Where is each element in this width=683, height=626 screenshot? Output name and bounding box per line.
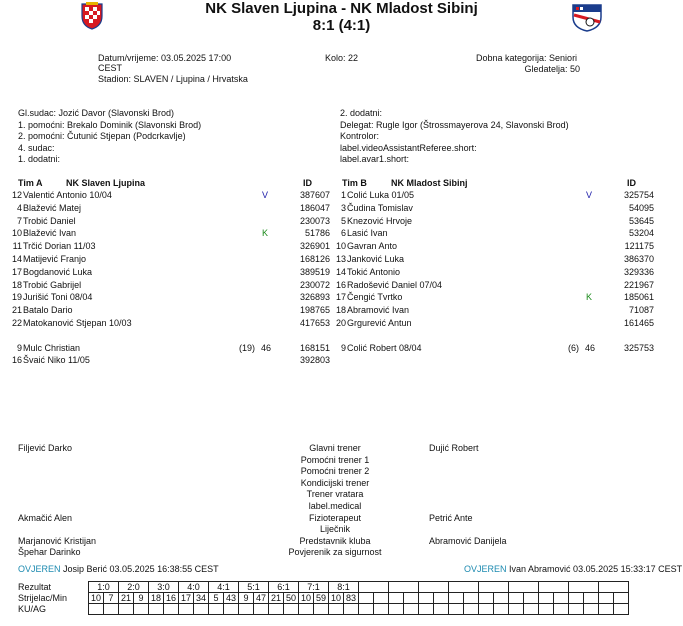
result-cell [509,582,539,593]
team-b-id-header: ID [627,178,636,188]
staff-home: Špehar Darinko [18,547,81,558]
scorer-number-cell [599,593,614,604]
player-id: 221967 [623,279,654,290]
player-name: Tokić Antonio [347,266,401,277]
scorer-number-cell: 10 [299,593,314,604]
scorer-minute-cell [404,593,419,604]
scorer-minute-cell: 9 [134,593,149,604]
player-id: 325754 [623,190,654,200]
scorer-minute-cell [374,593,389,604]
player-number: 21 [11,305,22,316]
card-cell [359,604,374,615]
staff-away: Petrić Ante [429,512,473,523]
player-number: 19 [11,292,22,303]
card-cell [404,604,419,615]
player-number: 1 [340,190,346,200]
card-cell [254,604,269,615]
result-cell [479,582,509,593]
player-number: 17 [335,292,346,303]
player-number: 10 [11,228,22,239]
player-number: 20 [335,318,346,328]
official-right: label.avar1.short: [340,154,410,164]
staff-role: Fizioterapeut [308,512,362,523]
result-cell [569,582,599,593]
scorer-minute-cell: 59 [314,593,329,604]
official-right: Delegat: Rugle Igor (Štrossmayerova 24, Slavonski Brod) [340,119,569,130]
player-number: 11 [12,241,22,252]
sub-number: 16 [11,355,22,365]
sub-id: 392803 [299,355,330,365]
card-cell [179,604,194,615]
player-number: 3 [340,202,346,213]
card-cell [614,604,629,615]
player-name: Matokanović Stjepan 10/03 [23,318,132,328]
staff-home: Filjević Darko [18,443,73,453]
player-name: Jurišić Toni 08/04 [23,292,93,303]
team-a-label: Tim A [18,178,43,188]
player-name: Bogdanović Luka [23,266,93,277]
staff-role: Liječnik [319,524,350,535]
scorer-minute-cell: 34 [194,593,209,604]
player-name: Abramović Ivan [347,305,410,316]
staff-away: Dujić Robert [429,443,479,453]
scorer-number-cell: 10 [329,593,344,604]
team-b-name: NK Mladost Sibinj [391,178,468,188]
official-left: Gl.sudac: Jozić Davor (Slavonski Brod) [18,108,175,118]
player-id: 161465 [623,318,654,328]
player-number: 17 [11,266,22,277]
team-a-name: NK Slaven Ljupina [66,178,146,188]
player-name: Blažević Matej [23,202,82,213]
player-number: 4 [16,202,22,213]
player-number: 14 [11,254,22,264]
player-number: 14 [335,266,346,277]
staff-role: Pomoćni trener 2 [300,466,370,477]
player-number: 12 [11,190,22,200]
card-cell [104,604,119,615]
staff-role: Glavni trener [309,443,361,453]
scorer-minute-cell: 43 [224,593,239,604]
card-cell [419,604,434,615]
scorer-number-cell [389,593,404,604]
result-cell: 6:1 [269,582,299,593]
staff-role: Predstavnik kluba [299,535,371,546]
staff-role: Povjerenik za sigurnost [288,547,382,558]
player-id: 71087 [628,305,654,316]
result-cell [599,582,629,593]
scorer-number-cell: 10 [89,593,104,604]
card-cell [149,604,164,615]
match-round: Kolo: 22 [325,53,359,63]
scorer-number-cell [539,593,554,604]
player-number: 18 [11,279,22,290]
staff-role: label.medical [308,501,362,511]
card-cell [164,604,179,615]
card-cell [434,604,449,615]
scorer-number-cell: 5 [209,593,224,604]
result-cell: 4:1 [209,582,239,593]
scorer-minute-cell: 83 [344,593,359,604]
player-number: 18 [335,305,346,316]
player-name: Colić Luka 01/05 [347,190,415,200]
staff-role: Trener vratara [306,489,364,500]
player-id: 230072 [299,279,330,290]
card-cell [299,604,314,615]
card-cell [374,604,389,615]
player-number: 10 [335,241,346,252]
scorer-number-cell: 21 [269,593,284,604]
verification-left-label: OVJEREN [18,564,61,574]
scorer-minute-cell: 7 [104,593,119,604]
player-name: Lasić Ivan [347,228,388,239]
player-name: Čudina Tomislav [347,202,413,213]
card-cell [539,604,554,615]
card-cell [599,604,614,615]
player-name: Blažević Ivan [23,228,77,239]
verification-left-text: Josip Berić 03.05.2025 16:38:55 CEST [63,564,219,574]
result-cell: 2:0 [119,582,149,593]
player-name: Matijević Franjo [23,254,87,264]
card-cell [209,604,224,615]
player-name: Gavran Anto [347,241,398,252]
goalkeeper-mark: V [262,190,269,200]
official-left: 4. sudac: [18,142,55,153]
match-stadium: Stadion: SLAVEN / Ljupina / Hrvatska [98,74,248,84]
card-cell [494,604,509,615]
player-name: Čengić Tvrtko [347,292,403,303]
player-id: 386370 [623,254,654,264]
scorer-minute-cell: 16 [164,593,179,604]
player-id: 186047 [299,202,330,213]
scorer-minute-cell: 47 [254,593,269,604]
sub-id: 168151 [299,343,330,353]
player-number: 7 [16,215,22,226]
player-id: 389519 [299,266,330,277]
card-cell [329,604,344,615]
scorer-minute-cell [464,593,479,604]
scorer-number-cell [569,593,584,604]
result-cell [389,582,419,593]
row-label-scorer: Strijelac/Min [18,593,68,603]
player-number: 13 [335,254,346,264]
scorer-number-cell [509,593,524,604]
player-id: 121175 [624,241,654,252]
player-number: 16 [335,279,346,290]
card-cell [569,604,584,615]
staff-role: Pomoćni trener 1 [300,454,370,465]
result-cell: 4:0 [179,582,209,593]
official-left: 1. dodatni: [18,154,61,164]
sub-minute: 46 [260,343,271,353]
sub-number: 9 [16,343,22,353]
card-cell [119,604,134,615]
scorer-minute-cell [434,593,449,604]
verification-left [18,564,219,574]
card-cell [239,604,254,615]
verification-right-label: OVJEREN [464,564,507,574]
player-id: 53204 [628,228,654,239]
score-grid [88,581,629,615]
card-cell [389,604,404,615]
card-cell [479,604,494,615]
match-title: NK Slaven Ljupina - NK Mladost Sibinj [205,0,478,17]
scorer-minute-cell [614,593,629,604]
player-number: 5 [340,215,346,226]
result-cell: 5:1 [239,582,269,593]
result-cell: 8:1 [329,582,359,593]
official-left: 2. pomoćni: Čutunić Stjepan (Podcrkavlje) [18,131,186,141]
player-name: Knezović Hrvoje [347,215,413,226]
scorer-minute-cell [584,593,599,604]
player-id: 387607 [299,190,330,200]
official-left: 1. pomoćni: Brekalo Dominik (Slavonski Brod) [18,119,202,130]
captain-mark: K [586,292,593,303]
card-cell [524,604,539,615]
player-id: 326893 [299,292,330,303]
sub-minute: 46 [584,343,595,353]
card-cell [584,604,599,615]
scorer-number-cell: 17 [179,593,194,604]
match-score: 8:1 (4:1) [312,17,371,34]
sub-name: Colić Robert 08/04 [347,343,422,353]
scorer-number-cell [419,593,434,604]
player-name: Valentić Antonio 10/04 [23,190,112,200]
team-a-id-header: ID [303,178,312,188]
card-cell [134,604,149,615]
staff-home: Marjanović Kristijan [18,535,97,546]
staff-away: Abramović Danijela [429,535,507,546]
row-label-result: Rezultat [18,582,52,592]
result-cell: 3:0 [149,582,179,593]
sub-number: 9 [340,343,346,353]
card-cell [224,604,239,615]
card-cell [284,604,299,615]
card-cell [314,604,329,615]
player-id: 326901 [299,241,330,252]
result-cell [359,582,389,593]
player-name: Batalo Dario [23,305,73,316]
goalkeeper-mark: V [586,190,593,200]
scorer-number-cell: 18 [149,593,164,604]
team-b-label: Tim B [342,178,367,188]
player-id: 198765 [299,305,330,316]
verification-right-text: Ivan Abramović 03.05.2025 15:33:17 CEST [509,564,683,574]
player-id: 51786 [304,228,330,239]
player-id: 417653 [299,318,330,328]
result-cell [419,582,449,593]
player-id: 185061 [623,292,654,303]
scorer-number-cell [359,593,374,604]
player-id: 53645 [628,215,654,226]
player-name: Janković Luka [347,254,405,264]
player-name: Grgurević Antun [347,318,412,328]
spectators: Gledatelja: 50 [524,64,580,74]
result-cell: 7:1 [299,582,329,593]
scorer-minute-cell [524,593,539,604]
player-id: 54095 [628,202,654,213]
scorer-minute-cell [554,593,569,604]
sub-id: 325753 [623,343,654,353]
card-cell [344,604,359,615]
sub-replaced: (6) [568,343,579,353]
player-name: Radošević Daniel 07/04 [347,279,443,290]
staff-home: Akmačić Alen [18,512,73,523]
scorer-number-cell [449,593,464,604]
player-number: 6 [340,228,346,239]
player-number: 22 [11,318,22,328]
player-name: Trobić Daniel [23,215,76,226]
match-timezone: CEST [98,63,123,73]
match-datetime: Datum/vrijeme: 03.05.2025 17:00 [98,53,232,63]
captain-mark: K [262,228,269,239]
result-cell [539,582,569,593]
scorer-minute-cell [494,593,509,604]
age-category: Dobna kategorija: Seniori [476,53,578,63]
player-name: Trobić Gabrijel [23,279,82,290]
player-id: 329336 [623,266,654,277]
card-cell [554,604,569,615]
scorer-number-cell [479,593,494,604]
result-cell [449,582,479,593]
scorer-number-cell: 21 [119,593,134,604]
player-id: 230073 [299,215,330,226]
player-id: 168126 [299,254,330,264]
sub-replaced: (19) [238,343,255,353]
card-cell [194,604,209,615]
card-cell [449,604,464,615]
player-name: Trčić Dorian 11/03 [23,241,96,252]
verification-right [464,564,682,574]
official-right: 2. dodatni: [340,108,383,118]
scorer-minute-cell: 50 [284,593,299,604]
official-right: Kontrolor: [340,131,380,141]
official-right: label.videoAssistantReferee.short: [340,142,477,153]
result-cell: 1:0 [89,582,119,593]
card-cell [509,604,524,615]
staff-role: Kondicijski trener [300,477,370,488]
sub-name: Mulc Christian [23,343,81,353]
sub-name: Švaić Niko 11/05 [23,355,90,365]
card-cell [464,604,479,615]
card-cell [269,604,284,615]
card-cell [89,604,104,615]
scorer-number-cell: 9 [239,593,254,604]
row-label-cards: KU/AG [18,604,47,614]
